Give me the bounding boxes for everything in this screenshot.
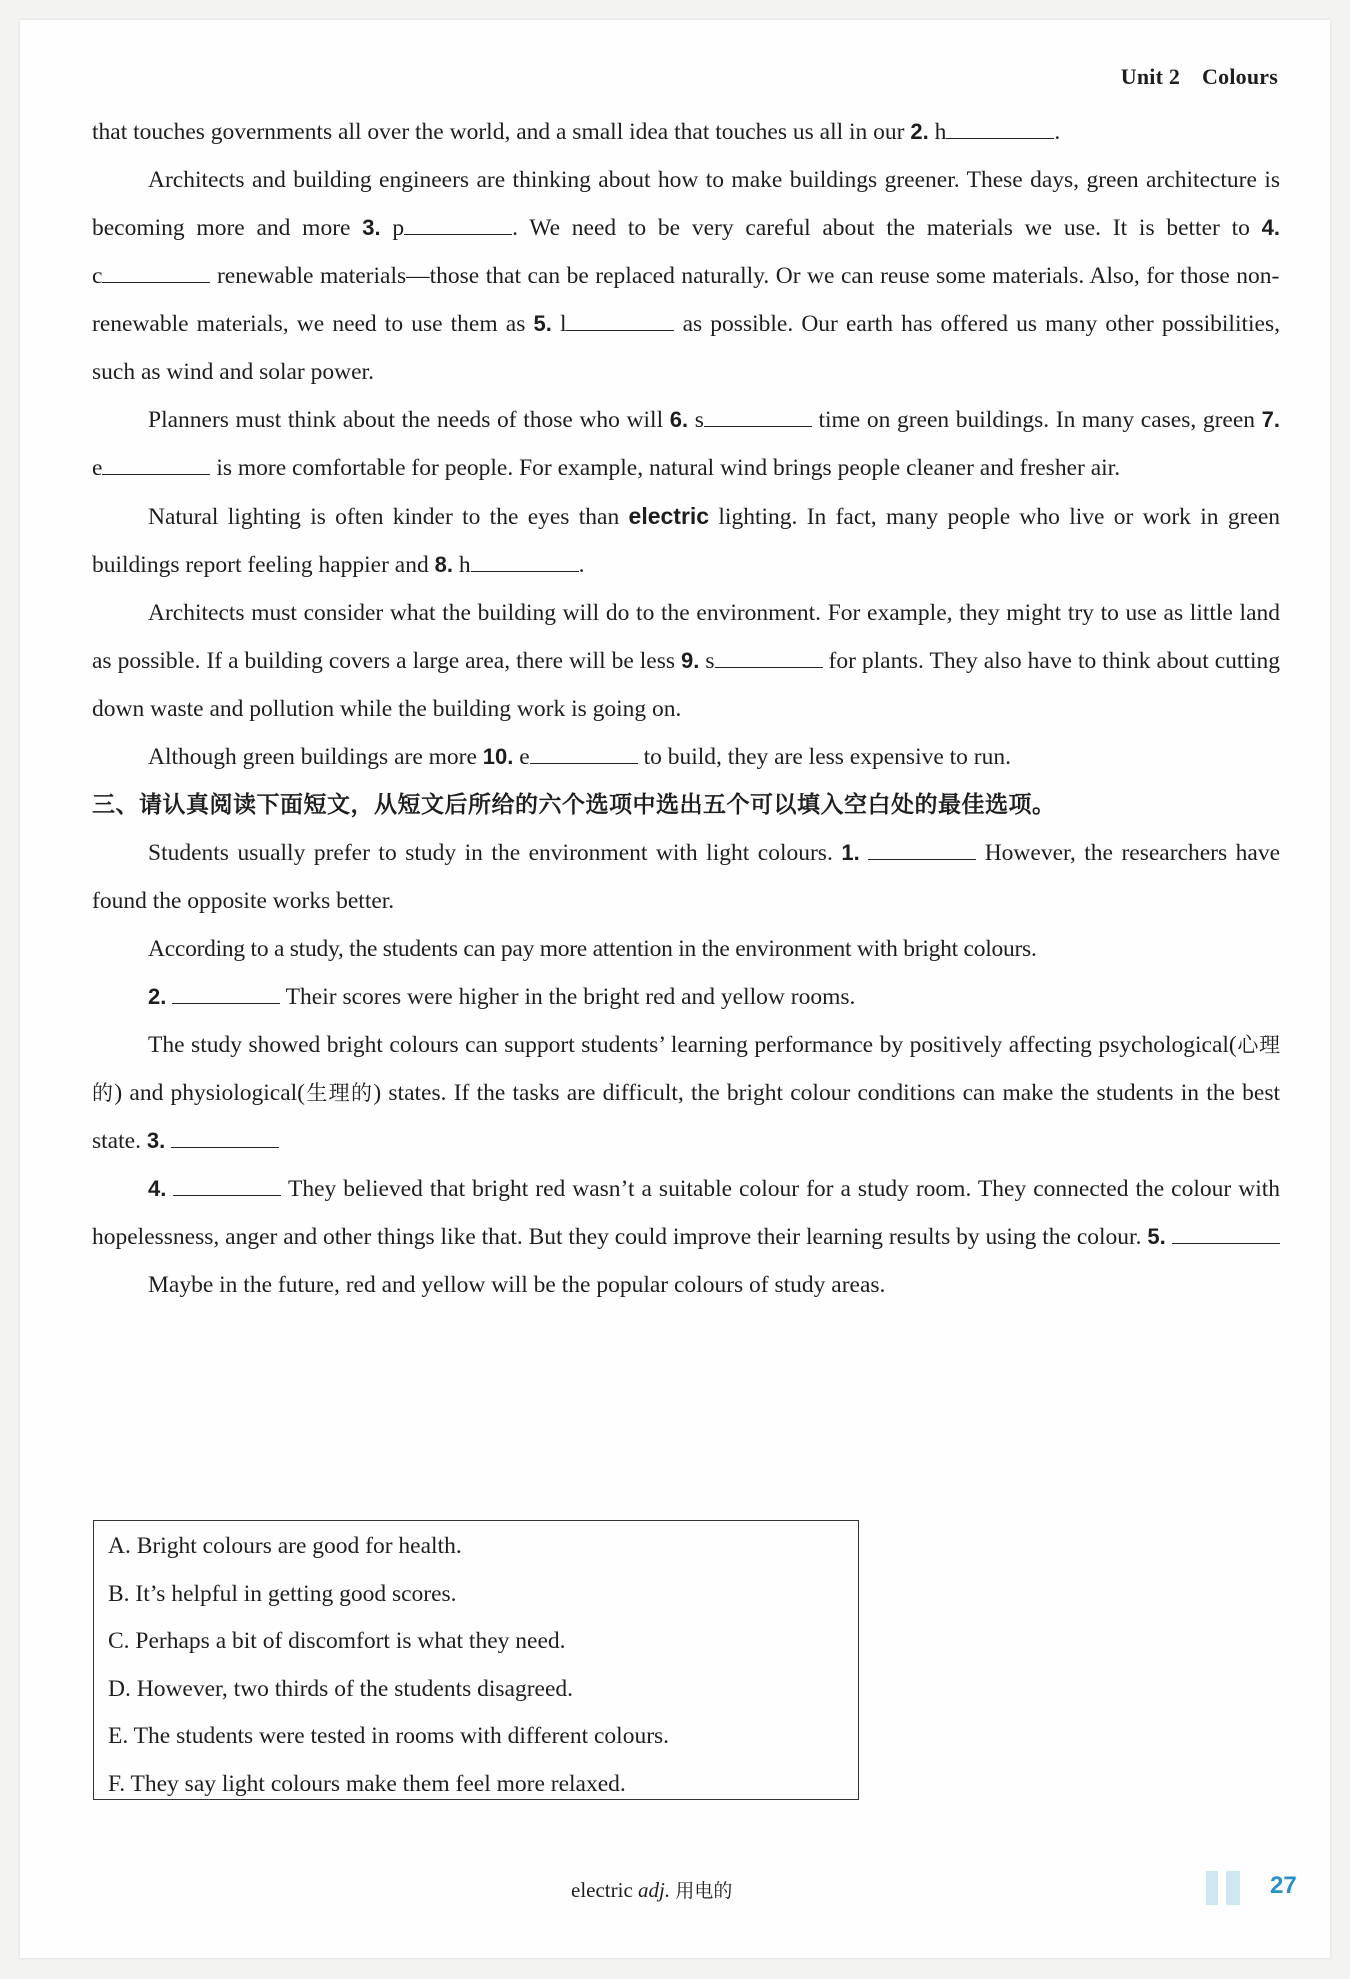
passage-paragraph — [92, 396, 1280, 492]
passage-paragraph — [92, 733, 1280, 781]
text: According to a study, the students can pay more attention in the environment with bright colours. — [148, 936, 1037, 962]
passage-paragraph — [92, 1021, 1280, 1165]
text: Architects and building engineers are thinking about how to make buildings greener. These days, green architecture is becoming more and more — [92, 167, 1280, 241]
option-e: E. The students were tested in rooms with different colours. — [108, 1723, 670, 1749]
footer-part-of-speech: adj. — [638, 1878, 671, 1902]
text: The study showed bright colours can support students’ learning performance by positively affecting psychological( — [148, 1032, 1237, 1058]
blank-number: 4. — [1261, 215, 1280, 240]
passage-paragraph — [92, 925, 1280, 973]
passage-paragraph — [92, 108, 1280, 156]
text: . — [578, 552, 585, 578]
blank-number: 8. — [434, 552, 453, 577]
text: as possible. Our earth has offered us many other possibilities, such as wind and solar power. — [92, 311, 1280, 385]
option-d: D. However, two thirds of the students disagreed. — [108, 1675, 574, 1702]
text: lighting. In fact, many people who live or work in green buildings report feeling happier and — [92, 504, 1280, 578]
answer-blank-3[interactable] — [171, 1127, 279, 1148]
text: Architects must consider what the building will do to the environment. For example, they might try to use as little land as possible. If a building covers a large area, there will be less — [92, 600, 1280, 674]
chinese-gloss: 心理的 — [92, 1033, 1280, 1105]
answer-blank-4[interactable] — [173, 1175, 281, 1196]
passage-paragraph — [92, 973, 1280, 1021]
blank-first-letter: s — [688, 407, 704, 433]
fill-in-blank-2[interactable] — [946, 118, 1054, 139]
blank-first-letter: e — [513, 744, 530, 770]
footer-word: electric — [571, 1878, 633, 1902]
text: ) states. If the tasks are difficult, the bright colour conditions can make the students in the best state. — [92, 1080, 1281, 1154]
passage-paragraph — [92, 1261, 1280, 1309]
blank-number: 3. — [146, 1128, 166, 1153]
document-page — [20, 20, 1330, 1958]
passage-paragraph — [92, 492, 1280, 589]
chinese-gloss: 生理的 — [304, 1081, 374, 1105]
fill-in-blank-10[interactable] — [530, 743, 638, 764]
page-number: 27 — [1270, 1872, 1297, 1899]
blank-first-letter: e — [92, 455, 103, 481]
blank-number: 10. — [482, 744, 514, 769]
passage-paragraph — [92, 1165, 1280, 1261]
unit-title: Colours — [1202, 64, 1278, 89]
blank-number: 5. — [533, 311, 552, 336]
text: is more comfortable for people. For example, natural wind brings people cleaner and fresher air. — [210, 455, 1121, 481]
fill-in-blank-5[interactable] — [566, 310, 674, 331]
blank-first-letter: h — [452, 552, 471, 578]
footer-meaning: 用电的 — [675, 1880, 733, 1902]
text: that touches governments all over the world, and a small idea that touches us all in our — [92, 119, 911, 145]
blank-number: 1. — [841, 840, 860, 865]
unit-label: Unit 2 — [1120, 64, 1181, 89]
text: renewable materials—those that can be replaced naturally. Or we can reuse some materials. Also, for those non-renewable materials, we need to use them as — [92, 263, 1280, 337]
fill-in-blank-8[interactable] — [471, 551, 579, 572]
fill-in-blank-6[interactable] — [704, 406, 812, 427]
passage-paragraph — [92, 829, 1280, 925]
fill-in-blank-7[interactable] — [102, 454, 210, 475]
text: for plants. They also have to think about cutting down waste and pollution while the building work is going on. — [92, 648, 1280, 722]
text: Planners must think about the needs of those who will — [148, 407, 670, 433]
passage-paragraph — [92, 589, 1280, 733]
text: Although green buildings are more — [148, 744, 483, 770]
blank-number: 7. — [1261, 407, 1280, 432]
page-header — [1121, 64, 1278, 90]
main-content — [92, 108, 1280, 1309]
blank-first-letter: p — [380, 215, 405, 241]
blank-number: 9. — [681, 648, 700, 673]
vocabulary-keyword: electric — [628, 503, 710, 529]
blank-number: 2. — [148, 984, 167, 1009]
fill-in-blank-3[interactable] — [404, 214, 512, 235]
fill-in-blank-4[interactable] — [102, 262, 210, 283]
text: Their scores were higher in the bright red and yellow rooms. — [280, 984, 856, 1010]
text: . We need to be very careful about the materials we use. It is better to — [512, 215, 1262, 241]
answer-blank-5[interactable] — [1172, 1223, 1280, 1244]
page-decoration-bar — [1226, 1871, 1240, 1905]
option-a: A. Bright colours are good for health. — [108, 1533, 462, 1559]
page-decoration-bar — [1206, 1871, 1218, 1905]
blank-number: 3. — [362, 215, 381, 240]
text: Students usually prefer to study in the environment with light colours. — [148, 840, 842, 866]
blank-first-letter: c — [92, 263, 103, 289]
text: However, the researchers have found the opposite works better. — [92, 840, 1281, 914]
blank-number: 6. — [669, 407, 689, 432]
option-f: F. They say light colours make them feel more relaxed. — [108, 1770, 626, 1797]
answer-blank-2[interactable] — [172, 983, 280, 1004]
text: . — [1054, 119, 1061, 145]
fill-in-blank-9[interactable] — [715, 647, 823, 668]
options-box — [93, 1520, 859, 1800]
blank-number: 5. — [1147, 1224, 1166, 1249]
footer-vocabulary-note — [571, 1876, 732, 1903]
text: time on green buildings. In many cases, green — [811, 407, 1262, 433]
section-title: 三、请认真阅读下面短文，从短文后所给的六个选项中选出五个可以填入空白处的最佳选项。 — [92, 792, 1056, 818]
blank-first-letter: s — [699, 648, 715, 674]
option-c: C. Perhaps a bit of discomfort is what they need. — [108, 1628, 566, 1654]
blank-first-letter: h — [928, 119, 947, 145]
option-b: B. It’s helpful in getting good scores. — [108, 1580, 457, 1607]
passage-paragraph — [92, 156, 1280, 396]
blank-number: 4. — [148, 1176, 167, 1201]
text: to build, they are less expensive to run. — [637, 744, 1012, 770]
text: Natural lighting is often kinder to the eyes than — [148, 504, 629, 530]
text: They believed that bright red wasn’t a suitable colour for a study room. They connected the colour with hopelessness, anger and other things like that. But they could improve their learning results by using the colour. — [92, 1176, 1281, 1250]
text: Maybe in the future, red and yellow will be the popular colours of study areas. — [148, 1272, 886, 1298]
answer-blank-1[interactable] — [868, 839, 976, 860]
blank-number: 2. — [910, 119, 929, 144]
text: ) and physiological( — [114, 1080, 305, 1106]
blank-first-letter: l — [551, 311, 567, 337]
